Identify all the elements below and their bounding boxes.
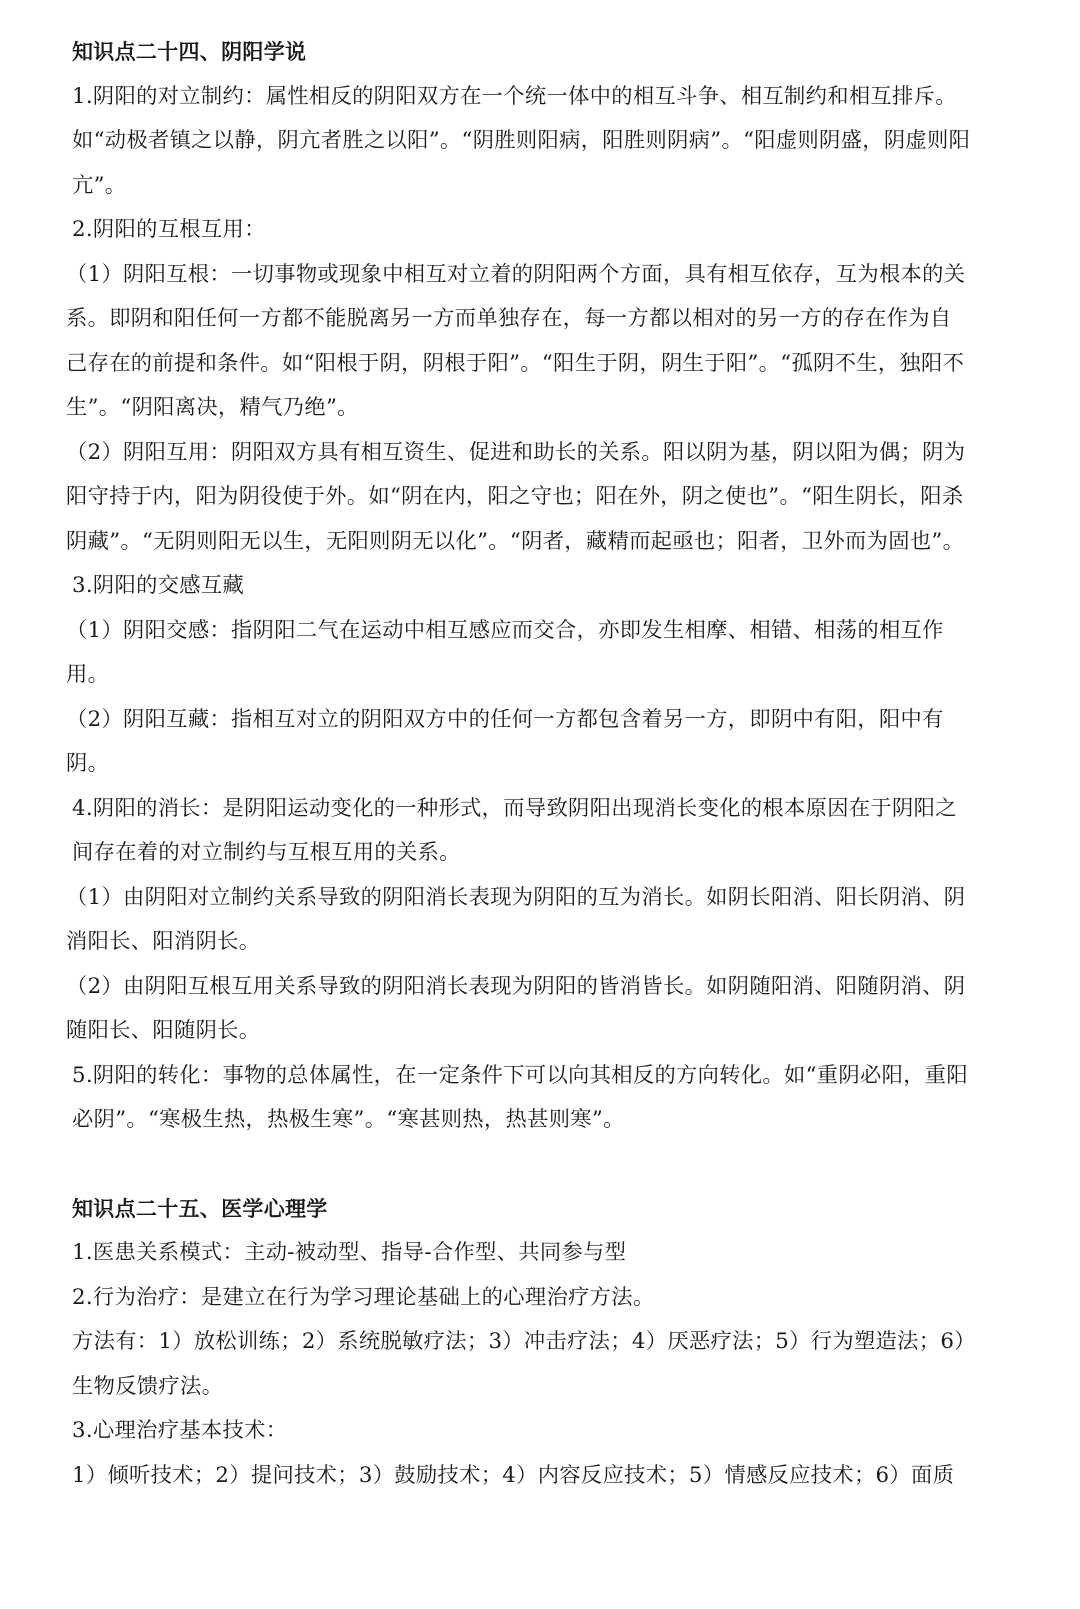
paragraph-opposition: 1.阴阳的对立制约：属性相反的阴阳双方在一个统一体中的相互斗争、相互制约和相互排斥。如“动极者镇之以静，阴亢者胜之以阳”。“阴胜则阳病，阳胜则阴病”。“阳虚则阴盛，阴虚则阳亢”。	[72, 83, 971, 198]
paragraph-mutual-rooting: （1）阴阳互根：一切事物或现象中相互对立着的阴阳两个方面，具有相互依存，互为根本的关系。即阴和阳任何一方都不能脱离另一方而单独存在，每一方都以相对的另一方的存在作为自己存在的前提和条件。如“阳根于阴，阴根于阳”。“阳生于阴，阴生于阳”。“孤阴不生，独阳不生”。“阴阳离决，精气乃绝”。	[66, 261, 966, 420]
paragraph-yin-yang-interaction: （1）阴阳交感：指阴阳二气在运动中相互感应而交合，亦即发生相摩、相错、相荡的相互作用。	[66, 617, 944, 687]
paragraph-waxing-waning: 4.阴阳的消长：是阴阳运动变化的一种形式，而导致阴阳出现消长变化的根本原因在于阴阳之间存在着的对立制约与互根互用的关系。	[72, 795, 957, 865]
paragraph-reciprocal-waxing: （1）由阴阳对立制约关系导致的阴阳消长表现为阴阳的互为消长。如阴长阳消、阳长阴消、阴消阳长、阳消阴长。	[66, 884, 966, 954]
paragraph-yin-yang-containment: （2）阴阳互藏：指相互对立的阴阳双方中的任何一方都包含着另一方，即阴中有阳，阳中有阴。	[66, 706, 944, 776]
paragraph-technique-list: 1）倾听技术；2）提问技术；3）鼓励技术；4）内容反应技术；5）情感反应技术；6）面质	[72, 1462, 955, 1488]
section-heading-medical-psychology: 知识点二十五、医学心理学	[72, 1196, 328, 1221]
paragraph-therapy-methods: 方法有：1）放松训练；2）系统脱敏疗法；3）冲击疗法；4）厌恶疗法；5）行为塑造法；6）生物反馈疗法。	[72, 1329, 966, 1399]
paragraph-transformation: 5.阴阳的转化：事物的总体属性，在一定条件下可以向其相反的方向转化。如“重阴必阳，重阳必阴”。“寒极生热，热极生寒”。“寒甚则热，热甚则寒”。	[72, 1062, 968, 1132]
paragraph-doctor-patient-models: 1.医患关系模式：主动-被动型、指导-合作型、共同参与型	[72, 1240, 627, 1265]
paragraph-mutual-use: （2）阴阳互用：阴阳双方具有相互资生、促进和助长的关系。阳以阴为基，阴以阳为偶；阴为阳守持于内，阳为阴役使于外。如“阴在内，阳之守也；阳在外，阴之使也”。“阳生阴长，阳杀阴藏”。“无阴则阳无以生，无阳则阴无以化”。“阴者，藏精而起亟也；阳者，卫外而为固也”。	[66, 439, 966, 554]
section-heading-yin-yang: 知识点二十四、阴阳学说	[72, 40, 307, 64]
section-spacer	[72, 1143, 972, 1187]
paragraph-behavior-therapy: 2.行为治疗：是建立在行为学习理论基础上的心理治疗方法。	[72, 1284, 655, 1310]
paragraph-interaction: 3.阴阳的交感互藏	[72, 573, 245, 598]
paragraph-basic-techniques: 3.心理治疗基本技术：	[72, 1418, 288, 1443]
paragraph-simultaneous-waxing: （2）由阴阳互根互用关系导致的阴阳消长表现为阴阳的皆消皆长。如阴随阳消、阳随阴消、阴随阳长、阳随阴长。	[66, 973, 966, 1043]
paragraph-interdependence: 2.阴阳的互根互用：	[72, 217, 266, 242]
document-page	[66, 30, 972, 1498]
